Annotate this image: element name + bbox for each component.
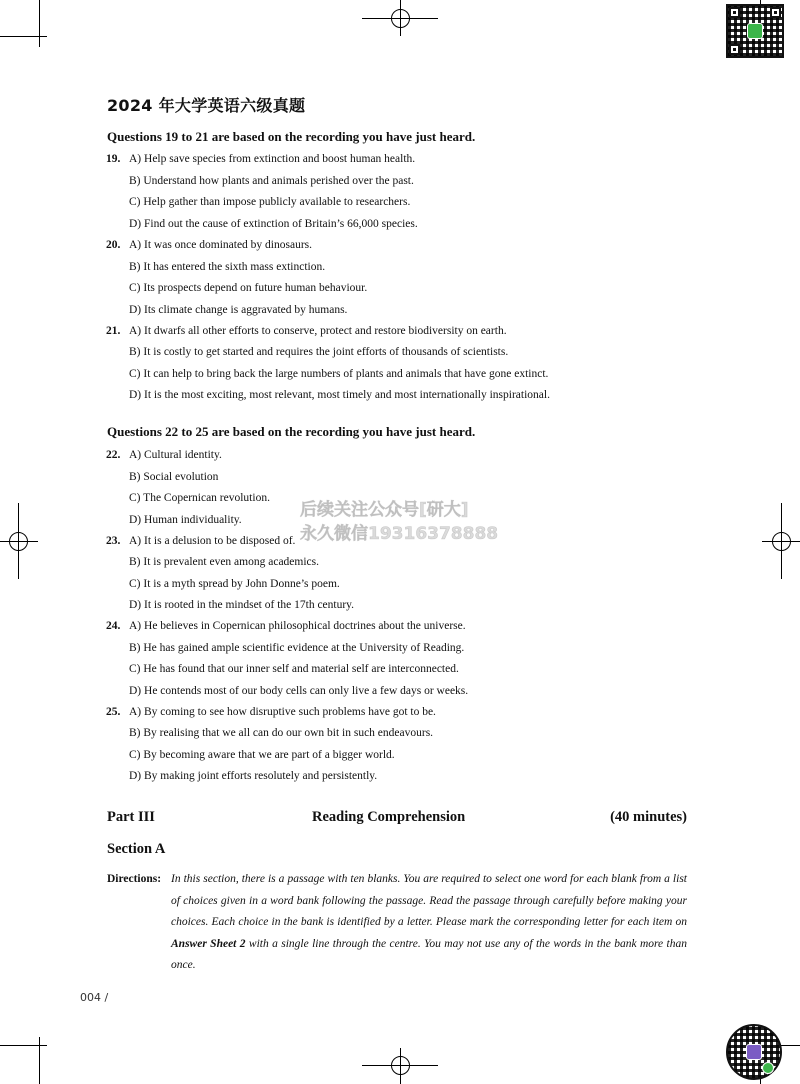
option-b: B) It has entered the sixth mass extinction. xyxy=(129,261,326,273)
option-c: C) It can help to bring back the large numbers of plants and animals that have gone extinct. xyxy=(129,368,549,380)
option-a: A) Help save species from extinction and boost human health. xyxy=(129,153,416,165)
option-d: D) He contends most of our body cells can only live a few days or weeks. xyxy=(129,685,469,697)
question-number: 25. xyxy=(106,706,121,718)
option-b: B) It is prevalent even among academics. xyxy=(129,556,319,568)
questions-19-21-heading: Questions 19 to 21 are based on the recording you have just heard. xyxy=(107,129,476,144)
option-d: D) It is rooted in the mindset of the 17th century. xyxy=(129,599,355,611)
qr-code-icon[interactable] xyxy=(726,4,784,58)
directions-emphasis: Answer Sheet 2 xyxy=(171,937,246,950)
option-c: C) Its prospects depend on future human behaviour. xyxy=(129,282,368,294)
option-d: D) Find out the cause of extinction of Britain’s 66,000 species. xyxy=(129,218,418,230)
questions-22-25-heading: Questions 22 to 25 are based on the recording you have just heard. xyxy=(107,424,476,439)
option-a: A) By coming to see how disruptive such problems have got to be. xyxy=(129,706,436,718)
option-a: A) It dwarfs all other efforts to conserve, protect and restore biodiversity on earth. xyxy=(129,325,507,337)
watermark-line-2: 永久微信19316378888 xyxy=(300,524,499,544)
question-number: 19. xyxy=(106,153,121,165)
option-c: C) He has found that our inner self and material self are interconnected. xyxy=(129,663,459,675)
question-number: 21. xyxy=(106,325,121,337)
option-b: B) By realising that we all can do our own bit in such endeavours. xyxy=(129,727,434,739)
option-c: C) It is a myth spread by John Donne’s poem. xyxy=(129,578,340,590)
option-c: C) Help gather than impose publicly available to researchers. xyxy=(129,196,411,208)
part-time: (40 minutes) xyxy=(610,809,687,825)
question-number: 20. xyxy=(106,239,121,251)
question-number: 23. xyxy=(106,535,121,547)
part-label: Part III xyxy=(107,809,155,825)
directions-text-part-1: In this section, there is a passage with ten blanks. You are required to select one word for each blank from a list of choices given in a word bank following the passage. Read the passage through carefully before making your choices. Each choice in the bank is identified by a letter. Please mark the corresponding letter for each item on xyxy=(171,873,687,929)
watermark xyxy=(300,498,498,546)
directions-text xyxy=(171,869,687,977)
watermark-line-1: 后续关注公众号[研大] xyxy=(300,500,469,520)
page-number: 004 / xyxy=(80,991,109,1004)
option-b: B) He has gained ample scientific evidence at the University of Reading. xyxy=(129,642,465,654)
option-c: C) By becoming aware that we are part of a bigger world. xyxy=(129,749,395,761)
option-b: B) Social evolution xyxy=(129,471,219,483)
qr-code-icon[interactable] xyxy=(726,1024,782,1080)
page-title: 2024 年大学英语六级真题 xyxy=(107,96,306,115)
directions-label: Directions: xyxy=(107,873,162,885)
section-label: Section A xyxy=(107,841,166,857)
option-d: D) Human individuality. xyxy=(129,514,242,526)
option-b: B) It is costly to get started and requires the joint efforts of thousands of scientists. xyxy=(129,346,509,358)
option-c: C) The Copernican revolution. xyxy=(129,492,270,504)
question-number: 22. xyxy=(106,449,121,461)
option-a: A) It is a delusion to be disposed of. xyxy=(129,535,296,547)
option-a: A) It was once dominated by dinosaurs. xyxy=(129,239,313,251)
question-number: 24. xyxy=(106,620,121,632)
option-d: D) By making joint efforts resolutely and persistently. xyxy=(129,770,378,782)
part-title: Reading Comprehension xyxy=(312,809,466,825)
option-d: D) It is the most exciting, most relevant, most timely and most internationally inspirational. xyxy=(129,389,550,401)
option-a: A) He believes in Copernican philosophical doctrines about the universe. xyxy=(129,620,466,632)
directions-text-part-2: with a single line through the centre. You may not use any of the words in the bank more than once. xyxy=(171,937,687,972)
option-b: B) Understand how plants and animals perished over the past. xyxy=(129,175,414,187)
option-a: A) Cultural identity. xyxy=(129,449,222,461)
option-d: D) Its climate change is aggravated by humans. xyxy=(129,304,348,316)
